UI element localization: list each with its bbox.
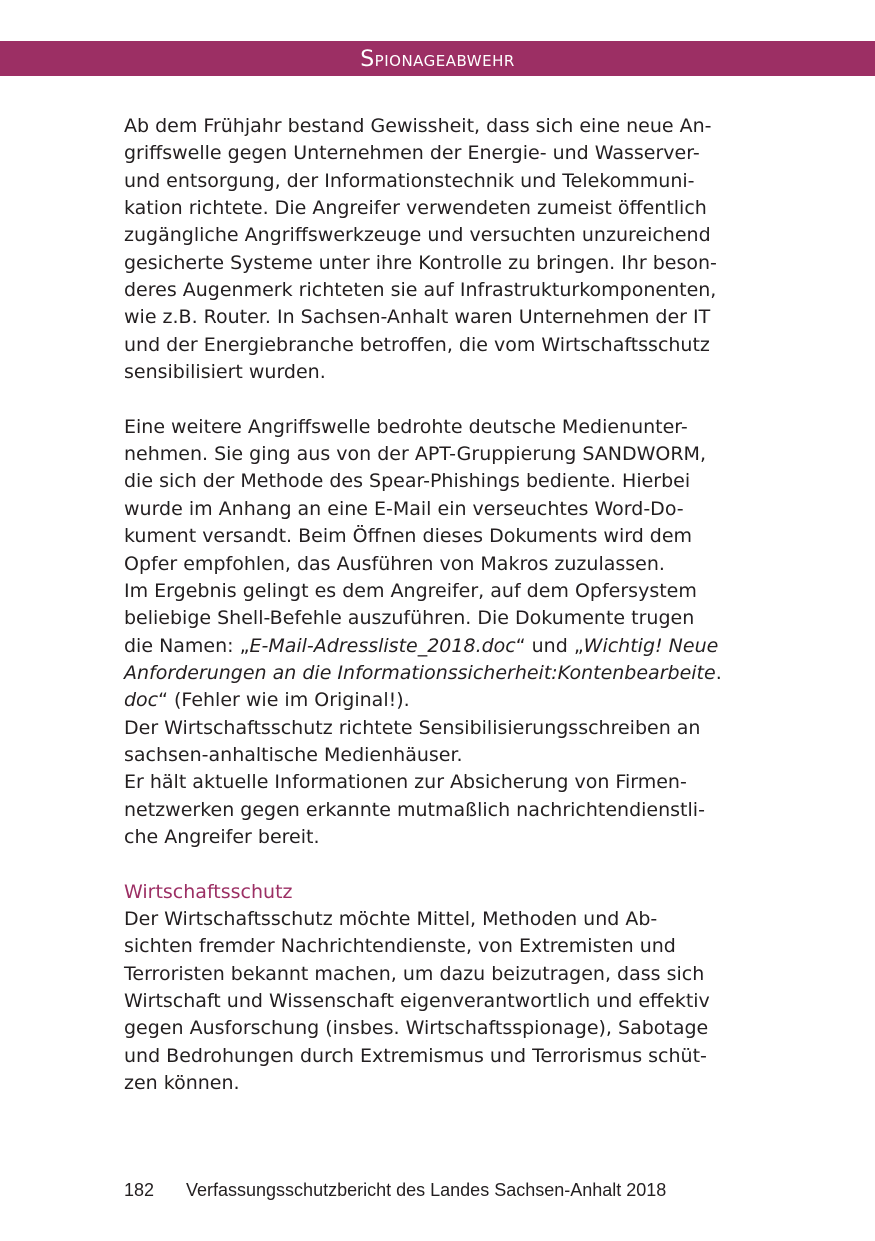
- text-line: und Bedrohungen durch Extremismus und Terrorismus schüt-: [124, 1044, 707, 1067]
- text-line: Opfer empfohlen, das Ausführen von Makros zuzulassen.: [124, 552, 665, 575]
- text-line: sachsen-anhaltische Medienhäuser.: [124, 743, 463, 766]
- text-line: gesicherte Systeme unter ihre Kontrolle zu bringen. Ihr beson-: [124, 251, 717, 274]
- text-line: deres Augenmerk richteten sie auf Infrastrukturkomponenten,: [124, 279, 717, 302]
- text-fragment: die Namen: „: [124, 634, 250, 657]
- text-line: che Angreifer bereit.: [124, 825, 320, 848]
- text-line: und entsorgung, der Informationstechnik und Telekommuni-: [124, 169, 695, 192]
- header-bar: [0, 41, 875, 76]
- text-line: Wirtschaft und Wissenschaft eigenverantwortlich und effektiv: [124, 990, 710, 1012]
- page-content: [124, 113, 752, 1097]
- publication-title: Verfassungsschutzbericht des Landes Sachsen-Anhalt 2018: [186, 1180, 667, 1200]
- text-line: sensibilisiert wurden.: [124, 361, 326, 384]
- text-line: kation richtete. Die Angreifer verwendeten zumeist öffentlich: [124, 197, 707, 220]
- text-line: griffswelle gegen Unternehmen der Energie- und Wasserver-: [124, 142, 700, 165]
- text-line: Er hält aktuelle Informationen zur Absicherung von Firmen-: [124, 771, 687, 794]
- text-line: netzwerken gegen erkannte mutmaßlich nachrichtendienstli-: [124, 798, 705, 821]
- text-line: beliebige Shell-Befehle auszuführen. Die Dokumente trugen: [124, 607, 695, 630]
- text-line: Terroristen bekannt machen, um dazu beizutragen, dass sich: [124, 962, 705, 985]
- paragraph-spacer: [124, 851, 752, 878]
- text-fragment: “ und „: [515, 634, 584, 657]
- text-line: zugängliche Angriffswerkzeuge und versuchten unzureichend: [124, 224, 711, 247]
- text-line: kument versandt. Beim Öffnen dieses Dokuments wird dem: [124, 525, 693, 548]
- section-wirtschaftsschutz: [124, 879, 752, 1098]
- filename-2-end: doc: [124, 689, 159, 712]
- section-heading: Wirtschaftsschutz: [124, 880, 293, 903]
- text-line: Eine weitere Angriffswelle bedrohte deutsche Medienunter-: [124, 415, 688, 438]
- paragraph-spacer: [124, 386, 752, 413]
- text-line: nehmen. Sie ging aus von der APT-Gruppierung SANDWORM,: [124, 443, 706, 466]
- text-line: die sich der Methode des Spear-Phishings bediente. Hierbei: [124, 470, 691, 493]
- text-line: und der Energiebranche betroffen, die vom Wirtschaftsschutz: [124, 333, 710, 356]
- text-line: gegen Ausforschung (insbes. Wirtschaftsspionage), Sabotage: [124, 1017, 709, 1040]
- page-title: Spionageabwehr: [360, 47, 515, 72]
- filename-2-start: Wichtig! Neue: [583, 634, 719, 657]
- text-line: Im Ergebnis gelingt es dem Angreifer, auf dem Opfersystem: [124, 579, 697, 602]
- text-line: sichten fremder Nachrichtendienste, von Extremisten und: [124, 935, 676, 958]
- filenames-line: [124, 633, 752, 660]
- text-line: wurde im Anhang an eine E-Mail ein verseuchtes Word-Do-: [124, 497, 684, 520]
- filename-1: E-Mail-Adressliste_2018.doc: [249, 634, 516, 657]
- filenames-line: [124, 687, 752, 714]
- filename-2-middle: Anforderungen an die Informationssicherheit:Kontenbearbeite: [124, 661, 716, 684]
- filenames-line: [124, 660, 752, 687]
- text-line: Der Wirtschaftsschutz richtete Sensibilisierungsschreiben an: [124, 716, 701, 739]
- text-line: wie z.B. Router. In Sachsen-Anhalt waren Unternehmen der IT: [124, 306, 711, 329]
- text-fragment: .: [715, 661, 722, 684]
- text-line: Der Wirtschaftsschutz möchte Mittel, Methoden und Ab-: [124, 907, 658, 930]
- text-fragment: “ (Fehler wie im Original!).: [158, 689, 410, 712]
- text-line: Ab dem Frühjahr bestand Gewissheit, dass sich eine neue An-: [124, 115, 712, 137]
- paragraph-1: [124, 113, 752, 386]
- page-footer: [124, 1180, 666, 1201]
- text-line: zen können.: [124, 1072, 240, 1095]
- page-number: 182: [124, 1180, 155, 1200]
- paragraph-2: [124, 414, 752, 852]
